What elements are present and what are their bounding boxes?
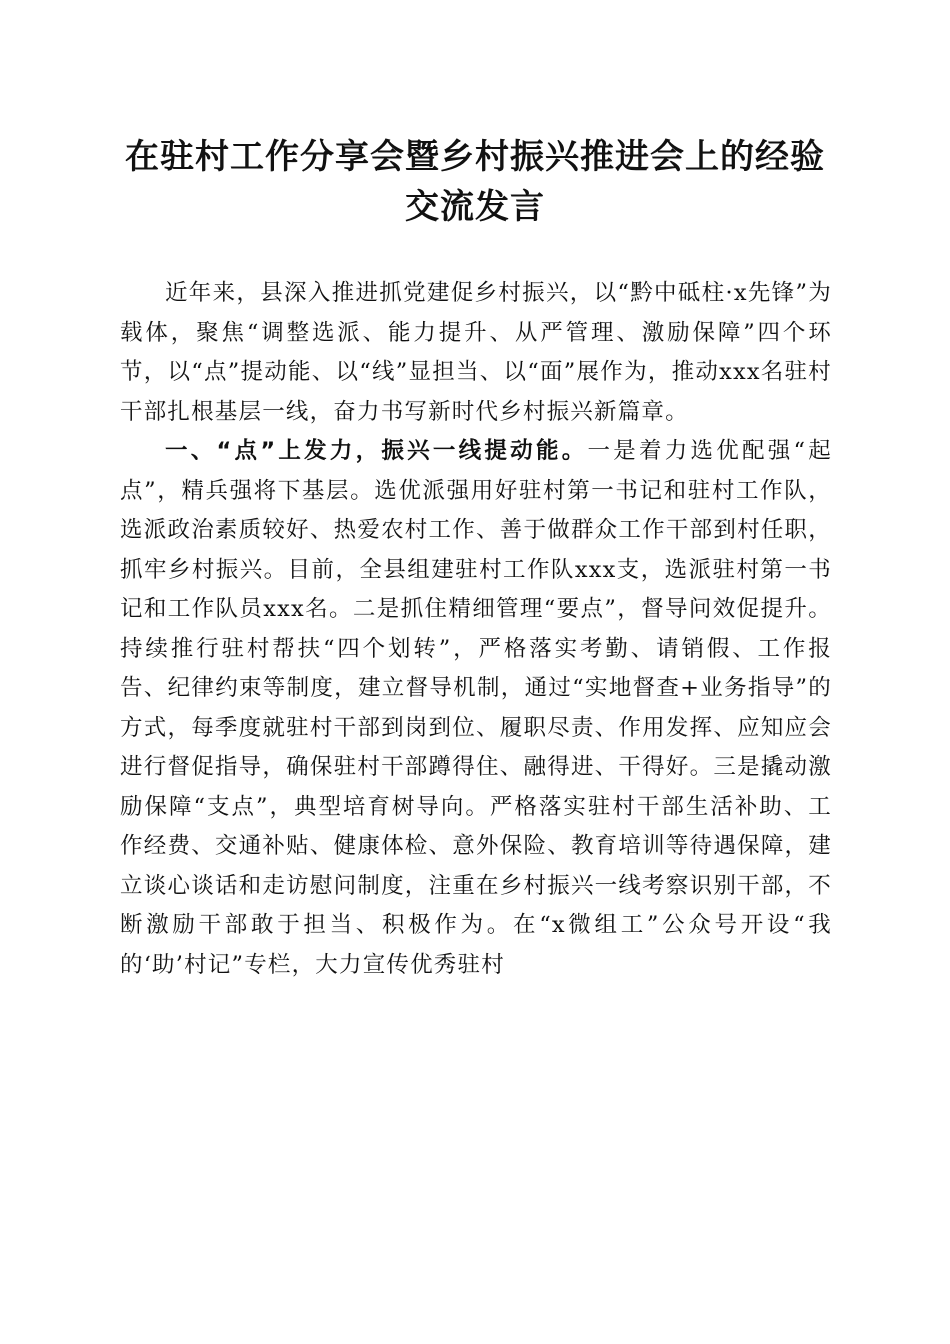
title-line-2: 交流发言 — [405, 187, 545, 227]
document-body — [120, 274, 832, 985]
paragraph-intro — [120, 274, 832, 432]
paragraph-section-one — [120, 432, 832, 985]
title-line-1: 在驻村工作分享会暨乡村振兴推进会上的经验 — [125, 137, 825, 177]
section-one-text: 一是着力选优配强“起点”，精兵强将下基层。选优派强用好驻村第一书记和驻村工作队，选派政治素质较好、热爱农村工作、善于做群众工作干部到村任职，抓牢乡村振兴。目前，全县组建驻村工作队xxx支，选派驻村第一书记和工作队员xxx名。二是抓住精细管理“要点”，督导问效促提升。持续推行驻村帮扶“四个划转”，严格落实考勤、请销假、工作报告、纪律约束等制度，建立督导机制，通过“实地督查+业务指导”的方式，每季度就驻村干部到岗到位、履职尽责、作用发挥、应知应会进行督促指导，确保驻村干部蹲得住、融得进、干得好。三是撬动激励保障“支点”，典型培育树导向。严格落实驻村干部生活补助、工作经费、交通补贴、健康体检、意外保险、教育培训等待遇保障，建立谈心谈话和走访慰问制度，注重在乡村振兴一线考察识别干部，不断激励干部敢于担当、积极作为。在“x微组工”公众号开设“我的‘助’村记”专栏，大力宣传优秀驻村 — [120, 438, 832, 978]
document-title — [100, 132, 850, 232]
paragraph-intro-text: 近年来，县深入推进抓党建促乡村振兴，以“黔中砥柱·x先锋”为载体，聚焦“调整选派、能力提升、从严管理、激励保障”四个环节，以“点”提动能、以“线”显担当、以“面”展作为，推动xxx名驻村干部扎根基层一线，奋力书写新时代乡村振兴新篇章。 — [120, 280, 832, 425]
section-one-heading: 一、“点”上发力，振兴一线提动能。 — [165, 438, 588, 464]
